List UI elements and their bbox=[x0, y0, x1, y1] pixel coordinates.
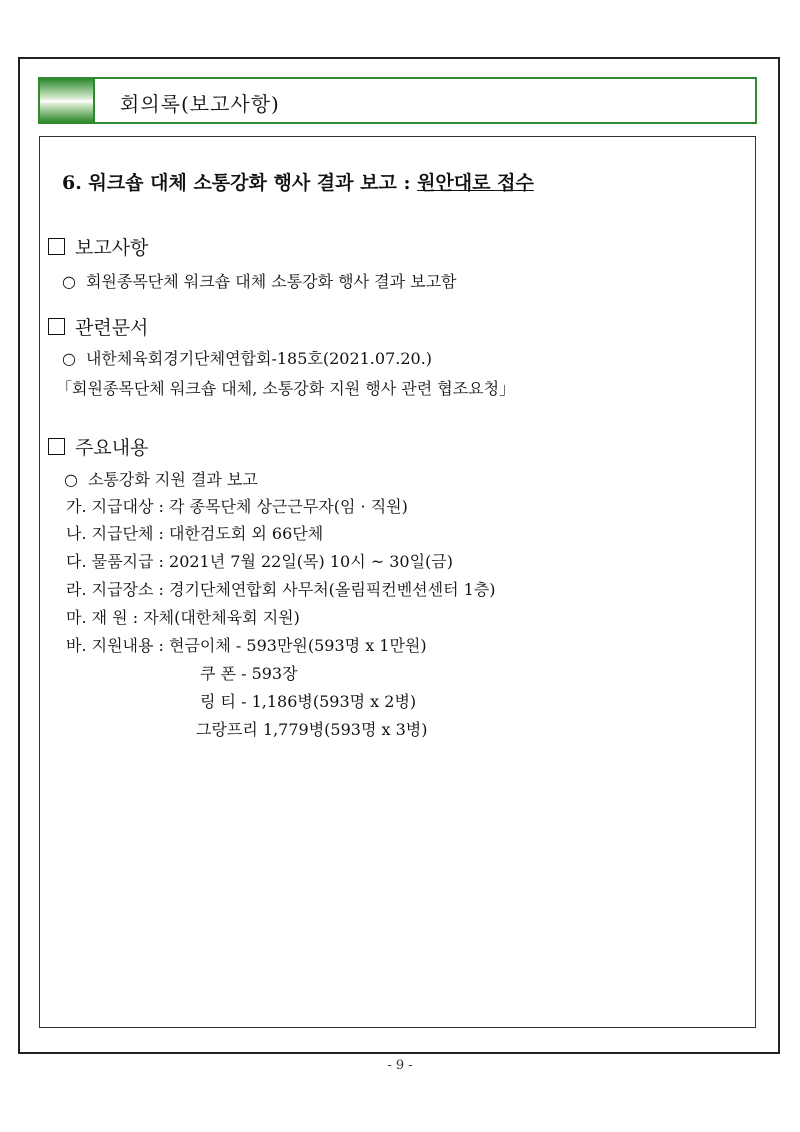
related-doc-title: 「회원종목단체 워크숍 대체, 소통강화 지원 행사 관련 협조요청」 bbox=[56, 379, 516, 398]
related-heading: 관련문서 bbox=[75, 317, 149, 339]
main-line-ma: 마. 재 원 : 자체(대한체육회 지원) bbox=[66, 608, 300, 627]
related-doc-no-line bbox=[62, 346, 432, 369]
main-sub-line-coupon: 쿠 폰 - 593장 bbox=[200, 664, 298, 683]
main-sub-line-ringti: 링 티 - 1,186병(593명 x 2병) bbox=[200, 692, 417, 711]
agenda-item-result: 원안대로 접수 bbox=[417, 172, 534, 194]
checkbox-square-icon bbox=[48, 318, 65, 335]
agenda-item-text: 6. 워크숍 대체 소통강화 행사 결과 보고 : bbox=[62, 172, 418, 194]
checkbox-square-icon bbox=[48, 438, 65, 455]
section-header bbox=[38, 77, 757, 124]
page-number: - 9 - bbox=[387, 1058, 413, 1073]
related-doc-no: 내한체육회경기단체연합회-185호(2021.07.20.) bbox=[85, 349, 433, 368]
main-intro-line bbox=[64, 467, 258, 490]
section-related-heading bbox=[48, 313, 148, 340]
checkbox-square-icon bbox=[48, 238, 65, 255]
main-line-ga: 가. 지급대상 : 각 종목단체 상근근무자(임 · 직원) bbox=[66, 497, 408, 516]
circle-bullet-icon: ○ bbox=[64, 470, 78, 489]
main-line-ba: 바. 지원내용 : 현금이체 - 593만원(593명 x 1만원) bbox=[66, 636, 427, 655]
agenda-item-title bbox=[62, 168, 534, 195]
circle-bullet-icon: ○ bbox=[62, 272, 76, 291]
header-tab-decoration bbox=[40, 79, 95, 122]
report-heading: 보고사항 bbox=[75, 237, 149, 259]
main-intro: 소통강화 지원 결과 보고 bbox=[87, 470, 258, 489]
main-heading: 주요내용 bbox=[75, 437, 149, 459]
main-line-ra: 라. 지급장소 : 경기단체연합회 사무처(올림픽컨벤션센터 1층) bbox=[66, 580, 496, 599]
section-report-heading bbox=[48, 233, 148, 260]
section-main-heading bbox=[48, 433, 148, 460]
main-line-na: 나. 지급단체 : 대한검도회 외 66단체 bbox=[66, 524, 324, 543]
header-title: 회의록(보고사항) bbox=[120, 92, 280, 116]
main-sub-line-grandprix: 그랑프리 1,779병(593명 x 3병) bbox=[196, 720, 428, 739]
report-text: 회원종목단체 워크숍 대체 소통강화 행사 결과 보고함 bbox=[85, 272, 457, 291]
main-line-da: 다. 물품지급 : 2021년 7월 22일(목) 10시 ~ 30일(금) bbox=[66, 552, 453, 571]
circle-bullet-icon: ○ bbox=[62, 349, 76, 368]
report-line bbox=[62, 269, 457, 292]
